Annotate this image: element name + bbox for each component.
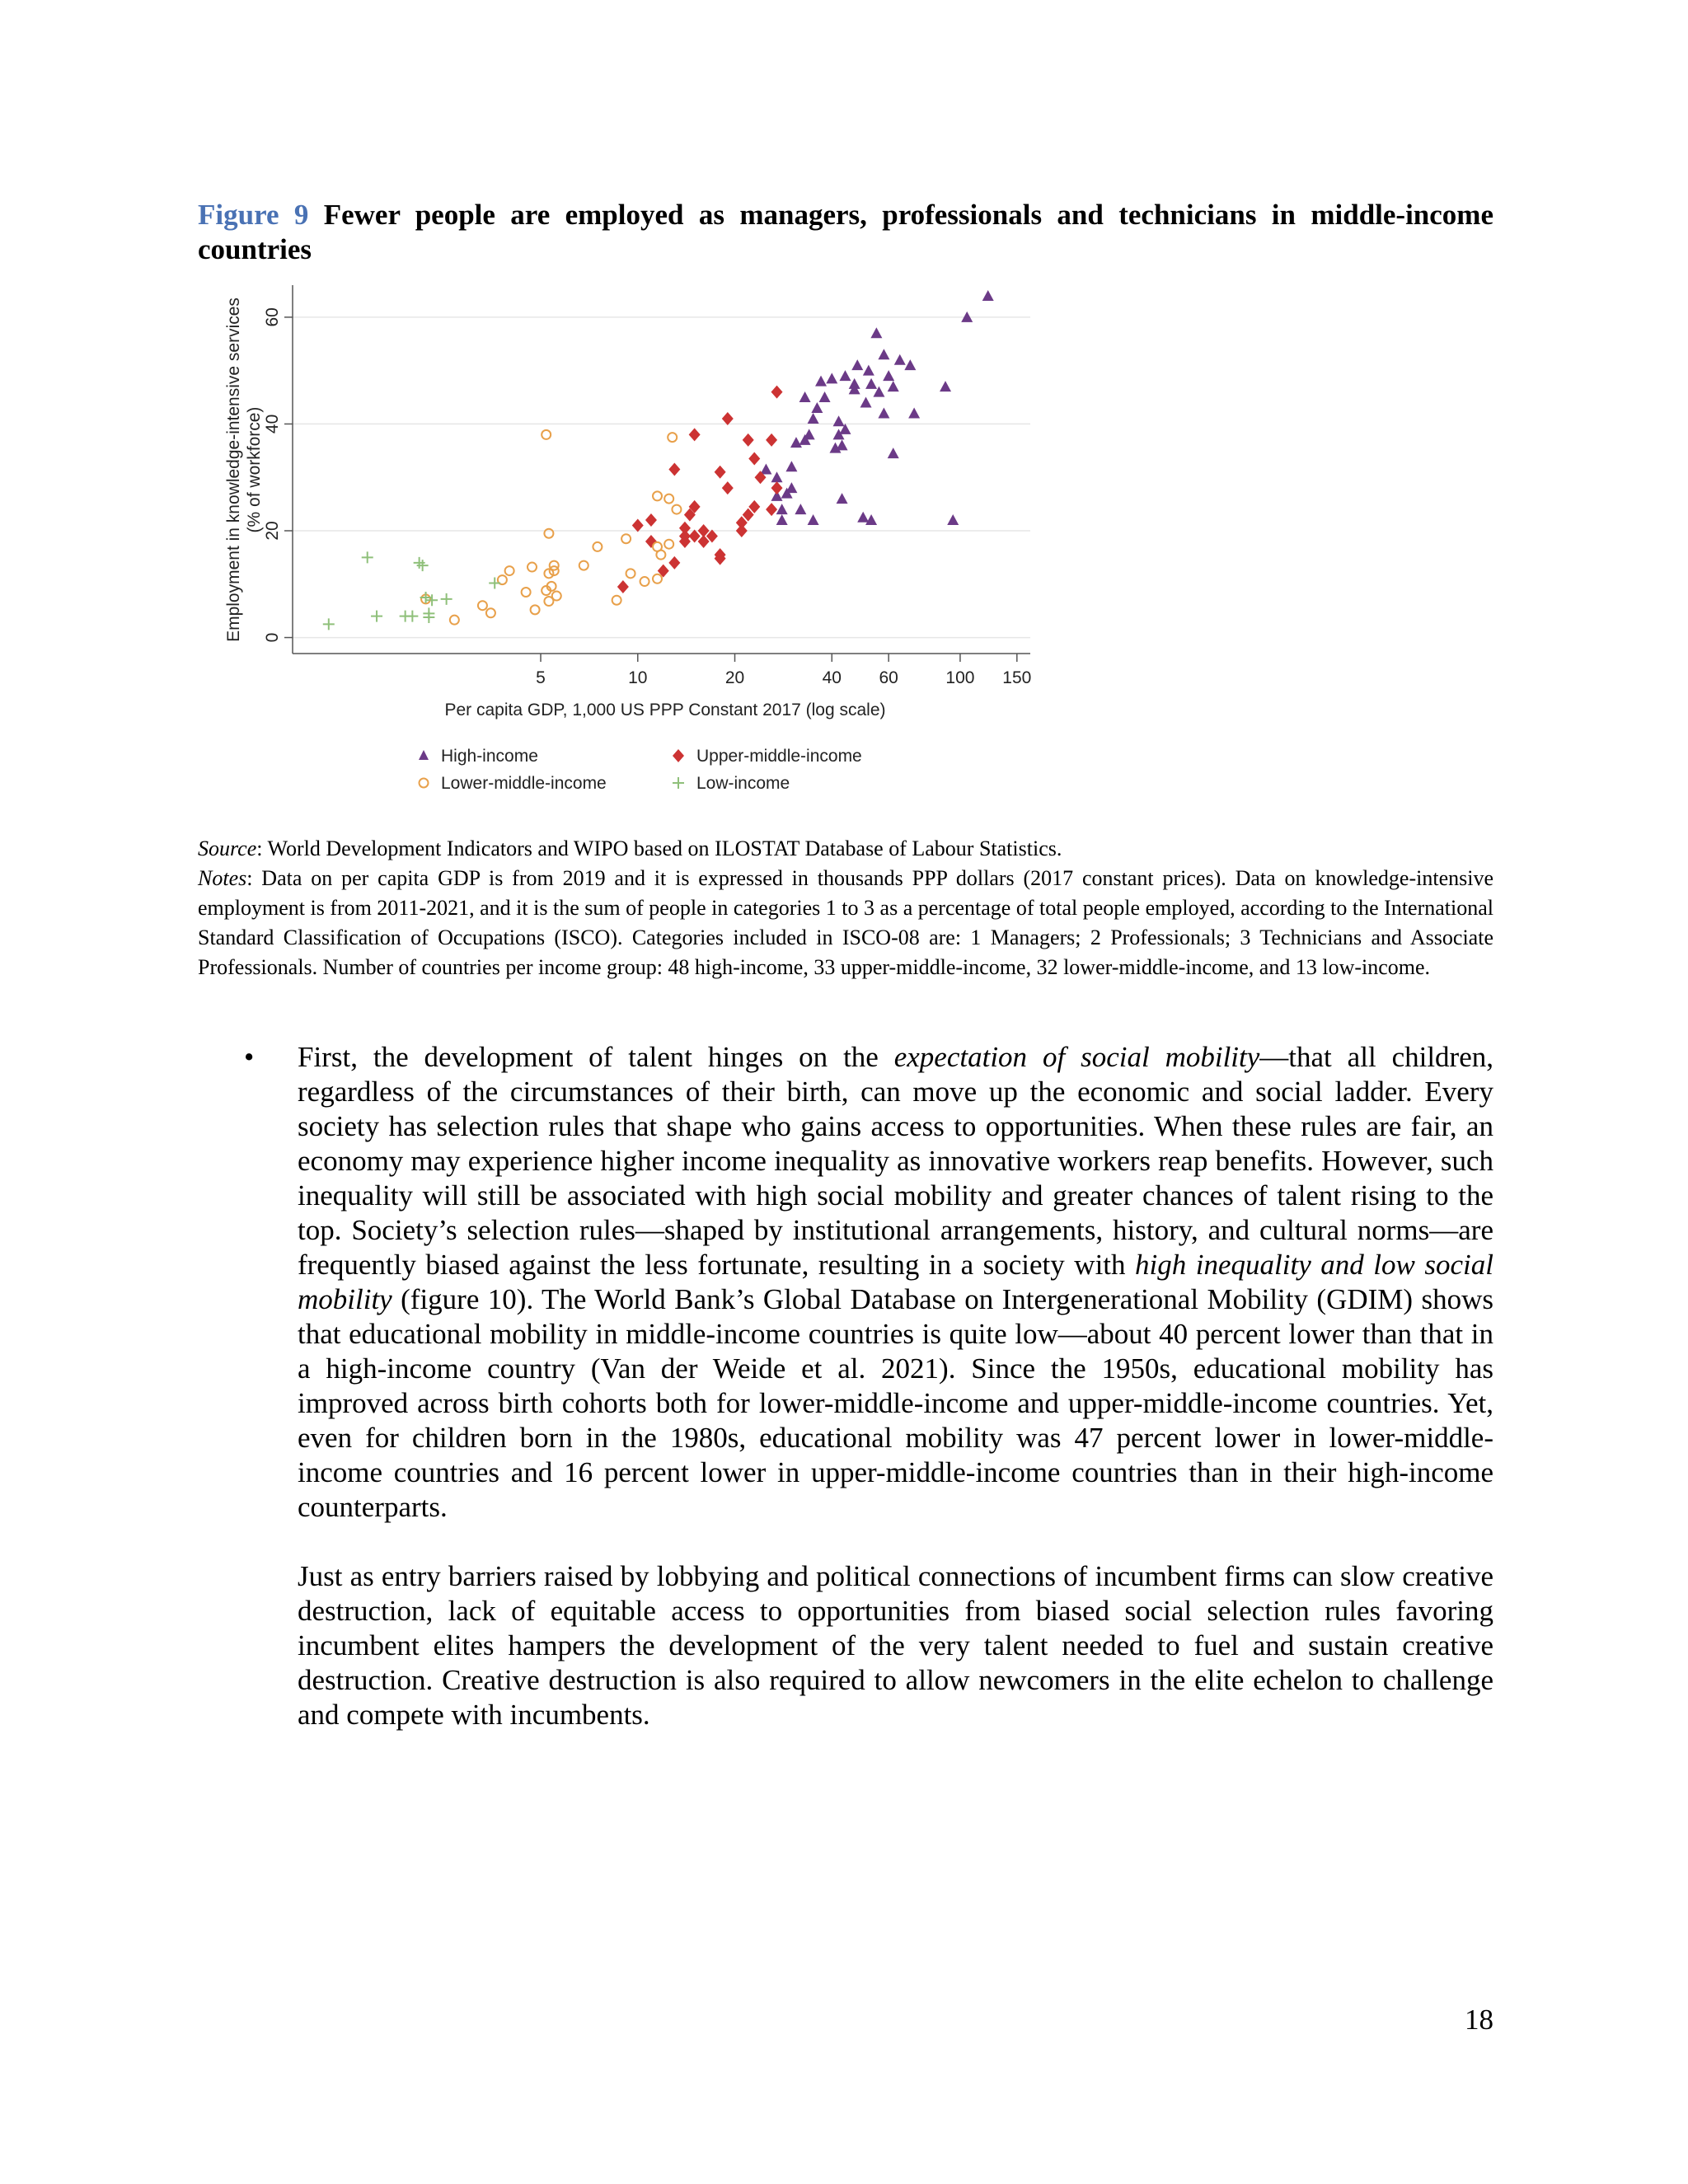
lower-middle-income-point	[640, 577, 649, 586]
legend-item-lower-middle-income	[420, 774, 607, 793]
low-income-point	[400, 611, 411, 622]
upper-middle-income-point	[766, 434, 777, 447]
source-label: Source	[198, 837, 257, 860]
high-income-point	[799, 391, 811, 402]
upper-middle-income-point	[766, 503, 777, 516]
source-line	[198, 834, 1493, 864]
paragraph-1-part-2: —that all children, regardless of the circumstances of their birth, can move up the economic and social ladder. Every society has selection rules that shape who gains access to opportunities. When these rules are fair, an economy may experience higher income inequality as innovative workers reap benefits. However, such inequality will still be associated with high social mobility and greater chances of talent rising to the top. Society’s selection rules—shaped by institutional arrangements, history, and cultural norms—are frequently biased against the less fortunate, resulting in a society with	[298, 1041, 1493, 1281]
lower-middle-income-point	[522, 588, 531, 597]
legend-label-low-income: Low-income	[696, 774, 790, 793]
high-income-point	[790, 437, 802, 448]
high-income-point	[878, 407, 889, 418]
upper-middle-income-point	[617, 580, 629, 593]
y-tick-label: 60	[263, 307, 282, 327]
upper-middle-income-point	[743, 434, 754, 447]
axes	[293, 285, 1030, 654]
lower-middle-income-point	[668, 433, 677, 442]
paragraph-1-part-3: (figure 10). The World Bank’s Global Database on Intergenerational Mobility (GDIM) shows that educational mobility in middle-income countries is quite low—about 40 percent lower than that in a high-income country (Van der Weide et al. 2021). Since the 1950s, educational mobility has improved across birth cohorts both for lower-middle-income and upper-middle-income countries. Yet, even for children born in the 1980s, educational mobility was 47 percent lower in lower-middle-income countries and 16 percent lower in upper-middle-income countries than in their high-income counterparts.	[298, 1283, 1493, 1523]
notes-line	[198, 864, 1493, 982]
lower-middle-income-point	[626, 569, 635, 578]
lower-middle-income-point	[542, 430, 551, 439]
high-income-point	[776, 504, 788, 514]
low-income-point	[362, 551, 373, 563]
upper-middle-income-point	[771, 386, 783, 399]
y-tick-label: 20	[263, 521, 282, 541]
legend-item-low-income	[673, 774, 790, 793]
high-income-point	[837, 493, 848, 504]
bullet-icon: •	[244, 1041, 255, 1073]
upper-middle-income-point	[645, 535, 657, 548]
page-number: 18	[1465, 2004, 1493, 2036]
diamond-marker-icon	[673, 749, 684, 762]
lower-middle-income-point	[612, 596, 621, 605]
high-income-point	[857, 512, 869, 523]
x-tick-label: 20	[724, 668, 745, 687]
lower-middle-income-point	[593, 542, 602, 551]
lower-middle-income-point	[478, 601, 487, 610]
figure-notes	[198, 834, 1493, 982]
source-text: : World Development Indicators and WIPO based on ILOSTAT Database of Labour Statistics.	[256, 837, 1062, 860]
lower-middle-income-point	[450, 616, 459, 625]
lower-middle-income-point	[653, 574, 662, 583]
upper-middle-income-point	[715, 466, 726, 479]
low-income-point	[323, 618, 335, 630]
paragraph-social-mobility	[298, 1040, 1493, 1525]
plus-marker-icon	[673, 777, 684, 789]
lower-middle-income-point	[664, 540, 673, 549]
high-income-point	[982, 290, 994, 301]
lower-middle-income-point	[656, 551, 665, 560]
paragraph-1-italic-1: expectation of social mobility	[893, 1041, 1260, 1073]
circle-marker-icon	[420, 779, 429, 788]
figure-title	[198, 198, 1493, 267]
x-tick-label: 10	[628, 668, 648, 687]
high-income-point	[808, 413, 819, 424]
high-income-point	[833, 415, 845, 426]
high-income-point	[771, 471, 783, 482]
upper-middle-income-point	[645, 513, 657, 527]
x-tick-label: 60	[879, 668, 898, 687]
notes-label: Notes	[198, 866, 247, 890]
high-income-point	[826, 373, 837, 383]
legend-label-lower-middle-income: Lower-middle-income	[441, 774, 607, 793]
x-tick-label: 5	[536, 668, 546, 687]
paragraph-entry-barriers	[298, 1559, 1493, 1732]
gridlines	[293, 317, 1030, 638]
upper-middle-income-point	[748, 452, 760, 466]
upper-middle-income-point	[689, 428, 701, 441]
high-income-point	[894, 354, 906, 365]
low-income-point	[426, 594, 438, 606]
low-income-point	[441, 593, 452, 605]
lower-middle-income-point	[664, 494, 673, 504]
data-points	[323, 290, 994, 630]
high-income-point	[815, 376, 827, 387]
paragraph-1-italic-2: high inequality and low social mobility	[298, 1249, 1493, 1315]
high-income-point	[888, 448, 899, 458]
legend-label-upper-middle-income: Upper-middle-income	[696, 747, 862, 766]
x-axis-label: Per capita GDP, 1,000 US PPP Constant 2017 (log scale)	[444, 701, 886, 719]
high-income-point	[808, 514, 819, 525]
high-income-point	[819, 391, 831, 402]
high-income-point	[904, 359, 916, 370]
upper-middle-income-point	[668, 463, 680, 476]
triangle-marker-icon	[419, 750, 429, 760]
paragraph-2-text: Just as entry barriers raised by lobbying and political connections of incumbent firms can slow creative destruction, lack of equitable access to opportunities from biased social selection rules favoring incumbent elites hampers the development of the very talent needed to fuel and sustain creative destruction. Creative destruction is also required to allow newcomers in the elite echelon to challenge and compete with incumbents.	[298, 1560, 1493, 1731]
high-income-point	[870, 327, 882, 338]
high-income-point	[940, 381, 951, 391]
upper-middle-income-point	[722, 481, 734, 494]
axis-ticks	[263, 307, 1031, 687]
high-income-point	[888, 381, 899, 391]
paragraph-1-part-1: First, the development of talent hinges on the	[298, 1041, 894, 1073]
legend-label-high-income: High-income	[441, 747, 538, 766]
x-tick-label: 100	[945, 668, 975, 687]
lower-middle-income-point	[544, 597, 553, 606]
figure-label: Figure 9	[198, 199, 309, 231]
high-income-point	[811, 402, 823, 413]
lower-middle-income-point	[505, 566, 514, 575]
lower-middle-income-point	[528, 563, 537, 572]
high-income-point	[883, 370, 894, 381]
x-tick-label: 40	[822, 668, 842, 687]
lower-middle-income-point	[531, 605, 540, 614]
lower-middle-income-point	[486, 608, 495, 617]
lower-middle-income-point	[621, 534, 631, 543]
high-income-point	[865, 378, 877, 389]
legend-item-high-income	[419, 747, 538, 766]
lower-middle-income-point	[579, 561, 588, 570]
legend-item-upper-middle-income	[673, 747, 862, 766]
legend	[419, 747, 862, 793]
upper-middle-income-point	[771, 481, 783, 494]
upper-middle-income-point	[668, 556, 680, 569]
x-tick-label: 150	[1002, 668, 1032, 687]
high-income-point	[863, 365, 874, 376]
low-income-point	[371, 611, 382, 622]
high-income-point	[860, 397, 872, 408]
high-income-point	[878, 349, 889, 359]
y-tick-label: 0	[263, 632, 282, 643]
high-income-point	[795, 504, 806, 514]
upper-middle-income-point	[736, 524, 748, 537]
high-income-point	[839, 370, 851, 381]
high-income-point	[947, 514, 959, 525]
high-income-point	[785, 461, 797, 471]
lower-middle-income-point	[672, 505, 681, 514]
y-axis-label: Employment in knowledge-intensive services	[224, 298, 243, 642]
high-income-point	[908, 407, 920, 418]
figure-title-text: Fewer people are employed as managers, professionals and technicians in middle-income countries	[198, 199, 1493, 265]
scatter-chart	[210, 272, 1034, 808]
high-income-point	[776, 514, 788, 525]
upper-middle-income-point	[722, 412, 734, 425]
y-axis-label-unit: (% of workforce)	[245, 406, 264, 533]
y-tick-label: 40	[263, 414, 282, 434]
low-income-point	[489, 577, 500, 588]
high-income-point	[851, 359, 863, 370]
upper-middle-income-point	[632, 519, 644, 532]
notes-text: : Data on per capita GDP is from 2019 and it is expressed in thousands PPP dollars (2017 constant prices). Data on knowledge-intensive employment is from 2011-2021, and it is the sum of people in categories 1 to 3 as a percentage of total people employed, according to the International Standard Classification of Occupations (ISCO). Categories included in ISCO-08 are: 1 Managers; 2 Professionals; 3 Technicians and Associate Professionals. Number of countries per income group: 48 high-income, 33 upper-middle-income, 32 lower-middle-income, and 13 low-income.	[198, 866, 1493, 979]
lower-middle-income-point	[653, 491, 662, 500]
